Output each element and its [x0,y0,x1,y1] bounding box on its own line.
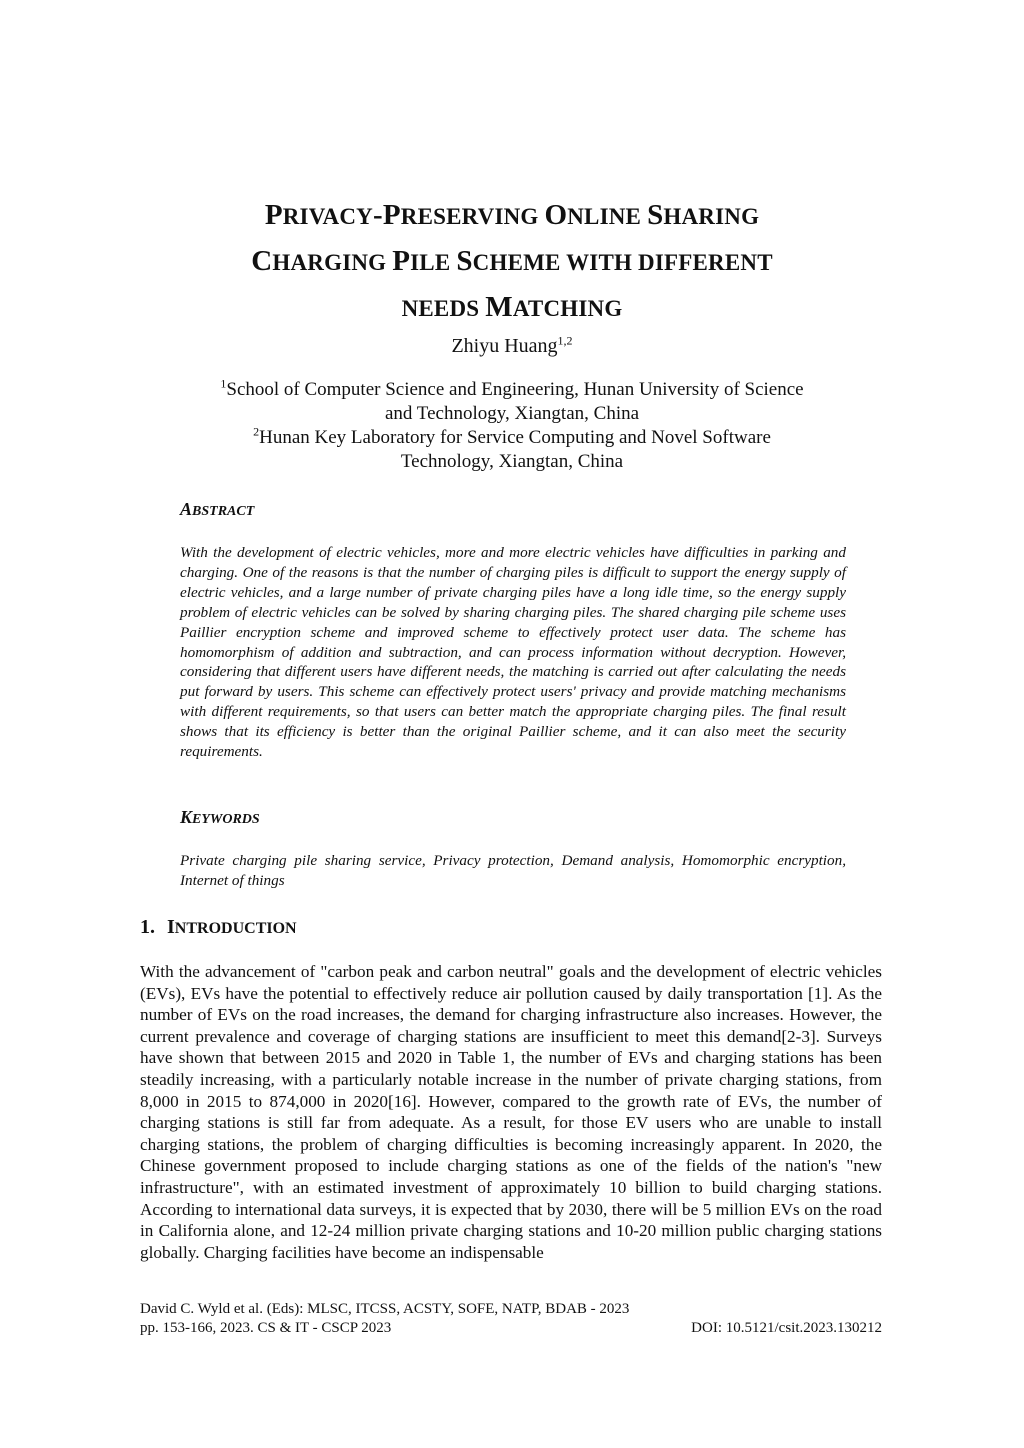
section-number: 1. [140,916,155,938]
footer-doi: DOI: 10.5121/csit.2023.130212 [691,1320,882,1336]
title-line-1 [140,193,884,239]
title-word: NEEDS [401,296,486,321]
affiliation-2-line-1 [150,426,874,450]
heading-rest: EYWORDS [192,812,260,827]
footer-pages: pp. 153-166, 2023. CS & IT - CSCP 2023 [140,1320,392,1336]
title-word: RESERVING [400,204,545,229]
abstract-heading [180,498,254,523]
heading-initial: I [167,916,175,938]
affiliation-1-text: School of Computer Science and Engineering, Hunan University of Science [226,379,804,400]
keywords-heading [180,806,260,831]
title-word: ATCHING [512,296,623,321]
heading-rest: NTRODUCTION [174,920,297,937]
heading-initial: A [180,499,193,519]
affiliation-2-line-2: Technology, Xiangtan, China [400,451,624,472]
title-line-3 [140,285,884,331]
introduction-text: With the advancement of "carbon peak and carbon neutral" goals and the development of electric vehicles (EVs), EVs have the potential to effectively reduce air pollution caused by daily transportation [1]. As the number of EVs on the road increases, the demand for charging infrastructure also increases. However, the current prevalence and coverage of charging stations are insufficient to meet this demand[2-3]. Surveys have shown that between 2015 and 2020 in Table 1, the number of EVs and charging stations has been steadily increasing, with a particularly notable increase in the number of private charging stations, from 8,000 in 2015 to 874,000 in 2020[16]. However, compared to the growth rate of EVs, the number of charging stations is still far from adequate. As a result, for those EV users who are unable to install charging stations, the problem of charging difficulties is becoming increasingly apparent. In 2020, the Chinese government proposed to include charging stations as one of the fields of the nation's "new infrastructure", with an estimated investment of approximately 10 billion to build charging stations. According to international data surveys, it is expected that by 2030, there will be 5 million EVs on the road in California alone, and 12-24 million private charging stations and 10-20 million public charging stations globally. Charging facilities have become an indispensable [140,962,882,1262]
page-footer [140,1300,882,1338]
title-line-2 [140,239,884,285]
introduction-heading [140,914,297,942]
title-word: NLINE [567,204,648,229]
title-word: P [392,245,411,277]
abstract-text: With the development of electric vehicles, more and more electric vehicles have difficulties in parking and charging. One of the reasons is that the number of charging piles is difficult to support the energy supply of electric vehicles, and a large number of private charging piles have a long idle time, so the energy supply problem of electric vehicles can be solved by sharing charging piles. The shared charging pile scheme uses Paillier encryption scheme and improved scheme to effectively protect user data. The scheme has homomorphism of addition and subtraction, and can process information without decryption. However, considering that different users have different needs, the matching is carried out after calculating the needs put forward by users. This scheme can effectively protect users' privacy and provide matching mechanisms with different requirements, so that users can better match the appropriate charging piles. The final result shows that its efficiency is better than the original Paillier scheme, and it can also meet the security requirements. [180,544,846,761]
keywords-text: Private charging pile sharing service, Privacy protection, Demand analysis, Homomorphic encryption, Internet of things [180,852,846,889]
title-word: C [251,245,273,277]
title-word: HARGING [272,250,393,275]
author-line [140,333,884,359]
title-word: HARING [663,204,760,229]
affiliation-1-line-1 [150,378,874,402]
affiliation-1-superscript: 1 [220,376,227,391]
affiliation-1-line-2: and Technology, Xiangtan, China [384,403,640,424]
title-word: O [544,199,568,231]
author-name: Zhiyu Huang [451,335,558,357]
title-word: RIVACY [282,204,373,229]
title-word: P [382,199,401,231]
title-word: CHEME WITH DIFFERENT [472,250,773,275]
title-word: M [485,291,513,323]
heading-rest: BSTRACT [192,504,255,519]
footer-proceedings: David C. Wyld et al. (Eds): MLSC, ITCSS, ACSTY, SOFE, NATP, BDAB - 2023 [140,1301,630,1317]
paper-title [140,193,884,331]
title-word: P [264,199,283,231]
affiliations [150,378,874,474]
heading-initial: K [180,807,193,827]
title-word: ILE [410,250,457,275]
title-word: S [647,199,664,231]
title-word: - [373,199,383,231]
affiliation-2-superscript: 2 [253,424,260,439]
footer-row [140,1319,882,1338]
author-superscript: 1,2 [557,333,573,348]
title-word: S [456,245,473,277]
affiliation-2-text: Hunan Key Laboratory for Service Computing and Novel Software [259,427,771,448]
